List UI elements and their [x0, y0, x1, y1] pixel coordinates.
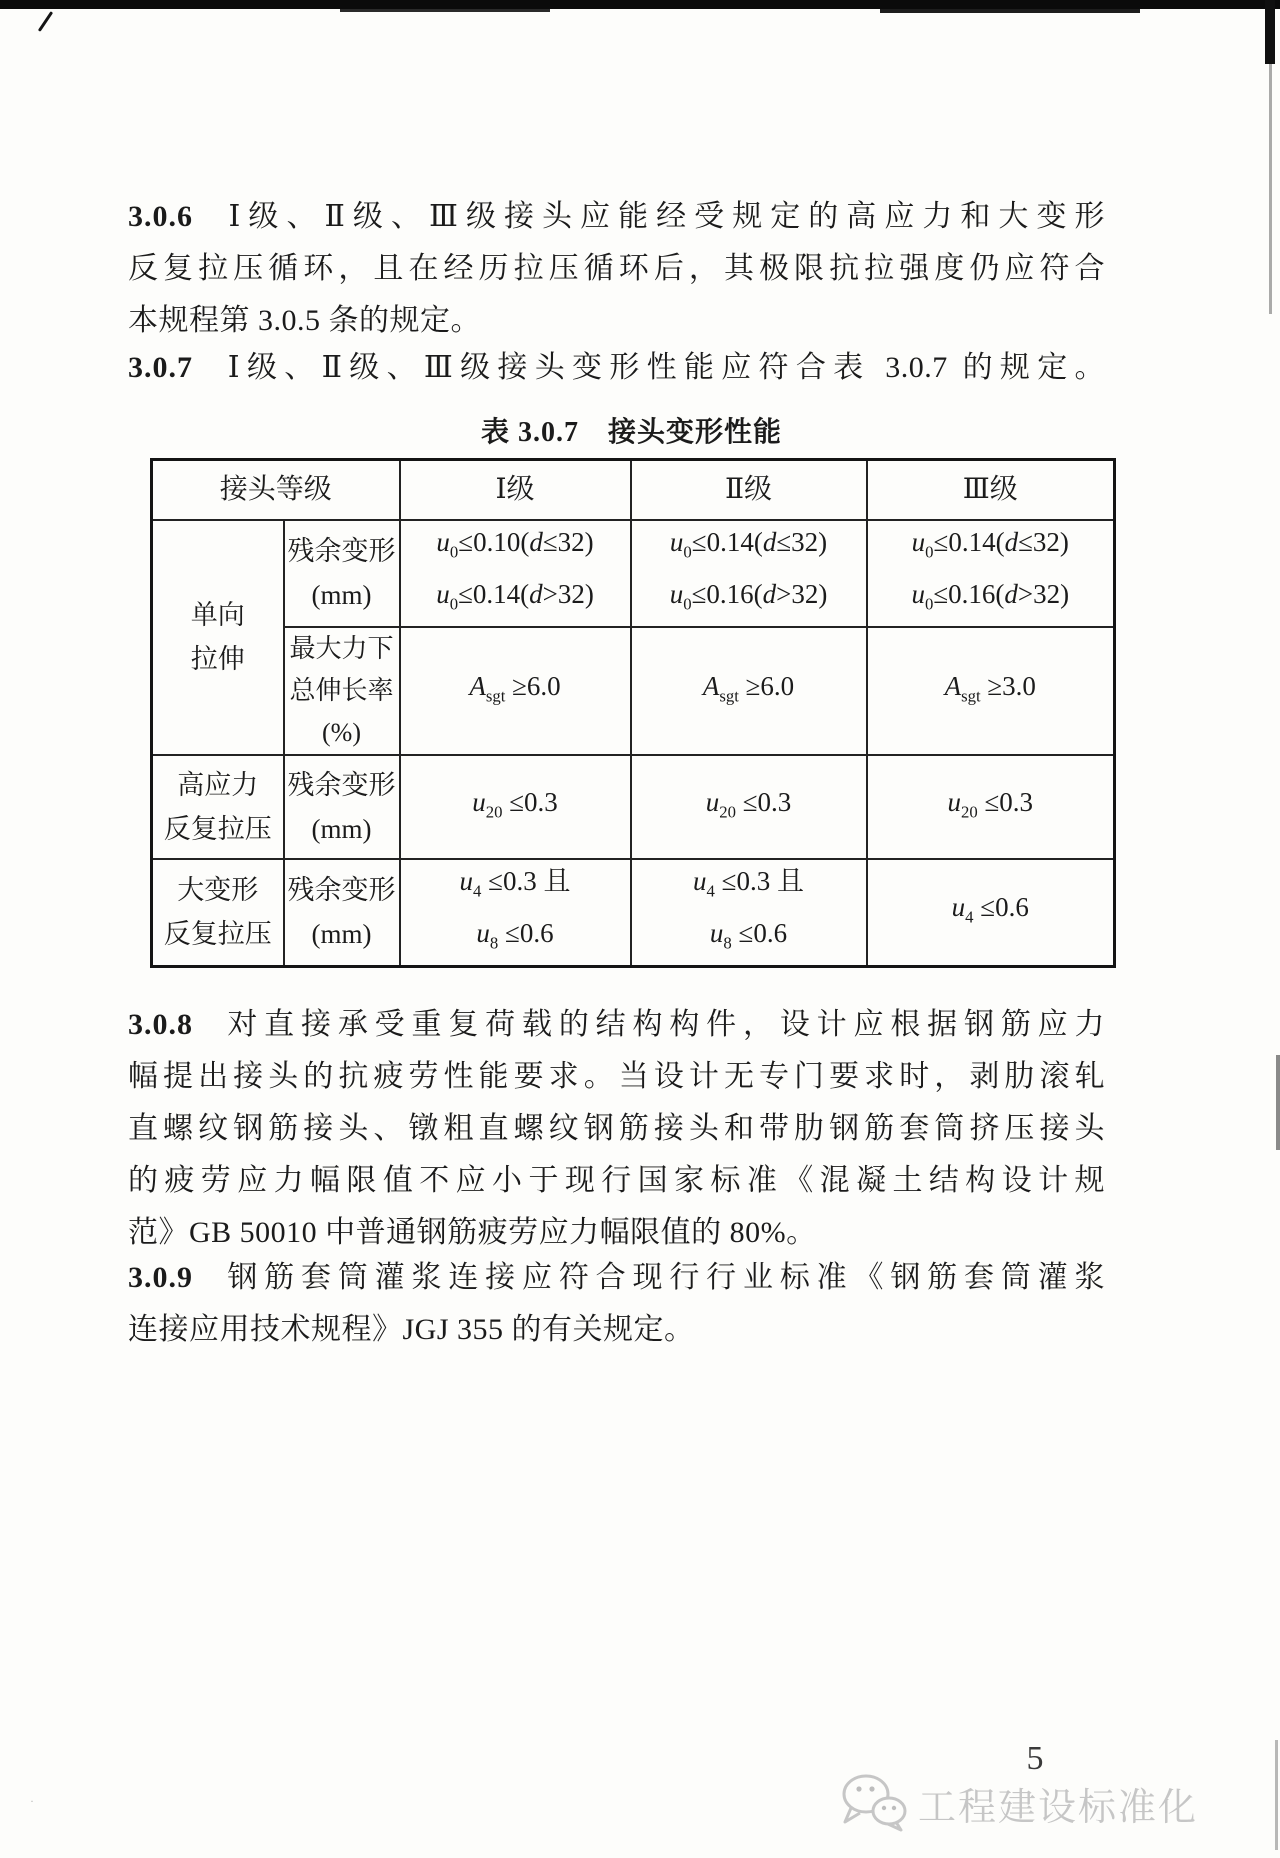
- row-group-high-stress: [152, 755, 284, 859]
- scan-artifact-right-edge: [1276, 1055, 1280, 1150]
- row-group-label: 单向: [190, 600, 245, 631]
- row-label: 残余变形: [287, 769, 396, 800]
- scan-artifact-right-edge: [1269, 64, 1272, 314]
- header-grade-2: Ⅱ级: [631, 460, 867, 521]
- paragraph-line: [128, 191, 1105, 243]
- scan-artifact-speck: ·: [30, 1794, 34, 1808]
- row-group-label: 反复拉压: [163, 919, 272, 950]
- row-group-label: 大变形: [177, 875, 259, 906]
- page-number: 5: [1026, 1740, 1044, 1777]
- row-label: 残余变形: [287, 875, 396, 906]
- table-caption: 表 3.0.7 接头变形性能: [480, 417, 782, 448]
- paragraph-line: 反复拉压循环，且在经历拉压循环后，其极限抗拉强度仍应符合: [128, 252, 1105, 285]
- formula: $u_4 \le 0.3$ 且: [693, 865, 804, 901]
- row-group-large-deformation: [152, 859, 284, 966]
- cell-grade2-elongation: $A_{sgt} \ge 6.0$: [631, 627, 867, 755]
- paragraph-line: 本规程第 3.0.5 条的规定。: [128, 304, 481, 337]
- formula: $u_0\le 0.16(d>32)$: [669, 579, 828, 614]
- section-3-0-9: [128, 1252, 1105, 1356]
- scan-artifact-top-bump: [880, 9, 1140, 13]
- section-3-0-8: [128, 999, 1105, 1259]
- row-label-unit: (mm): [311, 580, 372, 611]
- formula: $u_0\le 0.14(d>32)$: [436, 579, 594, 614]
- joint-deformation-table: [150, 458, 1116, 968]
- row-label-unit: (%): [322, 717, 361, 747]
- row-label-residual-deformation: [284, 859, 400, 966]
- paragraph-line: 直螺纹钢筋接头、镦粗直螺纹钢筋接头和带肋钢筋套筒挤压接头: [128, 1112, 1105, 1145]
- paragraph-line: [128, 342, 1105, 394]
- clause-text: Ⅰ级、Ⅱ级、Ⅲ级接头变形性能应符合表 3.0.7 的规定。: [221, 351, 1105, 384]
- formula: $u_0\le 0.14(d\le 32)$: [669, 527, 828, 562]
- formula: $u_0\le 0.10(d\le 32)$: [436, 527, 594, 562]
- cell-grade1-residual: [400, 520, 631, 627]
- row-label-max-force-elongation: [284, 627, 400, 755]
- row-group-uniaxial-tension: [152, 520, 284, 755]
- clause-number: 3.0.8: [128, 1008, 193, 1041]
- scan-artifact-top-bump: [340, 9, 550, 12]
- cell-grade1-elongation: $A_{sgt} \ge 6.0$: [400, 627, 631, 755]
- row-label-residual-deformation: [284, 755, 400, 859]
- formula: $u_0\le 0.14(d\le 32)$: [911, 527, 1069, 562]
- section-3-0-7: [128, 342, 1105, 394]
- pen-mark: [38, 11, 53, 32]
- row-label: 总伸长率: [289, 675, 394, 705]
- clause-text: Ⅰ级、Ⅱ级、Ⅲ级接头应能经受规定的高应力和大变形: [221, 200, 1105, 233]
- clause-text: 钢筋套筒灌浆连接应符合现行行业标准《钢筋套筒灌浆: [221, 1261, 1105, 1294]
- paragraph-line: [128, 1252, 1105, 1304]
- header-grade-3: Ⅲ级: [867, 460, 1115, 521]
- chat-bubbles-icon: [838, 1770, 910, 1837]
- row-label-unit: (mm): [311, 813, 372, 844]
- cell-grade3-large-deformation: $u_4 \le 0.6$: [867, 859, 1115, 966]
- paragraph-line: 幅提出接头的抗疲劳性能要求。当设计无专门要求时，剥肋滚轧: [128, 1060, 1105, 1093]
- table-row-residual-uniaxial: [152, 520, 1115, 627]
- paragraph-line: 范》GB 50010 中普通钢筋疲劳应力幅限值的 80%。: [128, 1216, 817, 1249]
- watermark: [838, 1770, 1198, 1837]
- row-label: 最大力下: [289, 633, 394, 663]
- table-header-row: [152, 460, 1115, 521]
- row-label-residual-deformation: [284, 520, 400, 627]
- watermark-text: 工程建设标准化: [918, 1787, 1199, 1829]
- paragraph-line: 连接应用技术规程》JGJ 355 的有关规定。: [128, 1313, 695, 1346]
- row-label-unit: (mm): [311, 919, 372, 950]
- table-row-high-stress-cyclic: [152, 755, 1115, 859]
- cell-grade2-residual: [631, 520, 867, 627]
- cell-grade3-high-stress: $u_{20} \le 0.3$: [867, 755, 1115, 859]
- row-group-label: 拉伸: [190, 644, 245, 675]
- formula: $u_0\le 0.16(d>32)$: [911, 579, 1070, 614]
- formula: $u_8 \le 0.6$: [709, 918, 788, 953]
- header-grade-1: Ⅰ级: [400, 460, 631, 521]
- cell-grade1-large-deformation: [400, 859, 631, 966]
- row-group-label: 反复拉压: [163, 813, 272, 844]
- cell-grade3-residual: [867, 520, 1115, 627]
- table-row-large-deformation-cyclic: [152, 859, 1115, 966]
- clause-text: 对直接承受重复荷载的结构构件，设计应根据钢筋应力: [221, 1008, 1105, 1041]
- cell-grade2-large-deformation: [631, 859, 867, 966]
- header-joint-grade: 接头等级: [152, 460, 400, 521]
- paragraph-line: [128, 999, 1105, 1051]
- section-3-0-6: [128, 191, 1105, 347]
- row-group-label: 高应力: [177, 769, 259, 800]
- scan-artifact-top-bar: [0, 0, 1280, 9]
- paragraph-line: 的疲劳应力幅限值不应小于现行国家标准《混凝土结构设计规: [128, 1164, 1105, 1197]
- row-label: 残余变形: [287, 536, 396, 567]
- clause-number: 3.0.7: [128, 351, 193, 384]
- scan-artifact-right-edge: [1275, 1740, 1278, 1850]
- clause-number: 3.0.6: [128, 200, 193, 233]
- cell-grade1-high-stress: $u_{20} \le 0.3$: [400, 755, 631, 859]
- cell-grade2-high-stress: $u_{20} \le 0.3$: [631, 755, 867, 859]
- cell-grade3-elongation: $A_{sgt} \ge 3.0$: [867, 627, 1115, 755]
- formula: $u_8 \le 0.6$: [476, 918, 554, 953]
- table-row-total-elongation: [152, 627, 1115, 755]
- formula: $u_4 \le 0.3$ 且: [459, 865, 571, 901]
- clause-number: 3.0.9: [128, 1261, 193, 1294]
- scan-artifact-corner: [1265, 0, 1275, 64]
